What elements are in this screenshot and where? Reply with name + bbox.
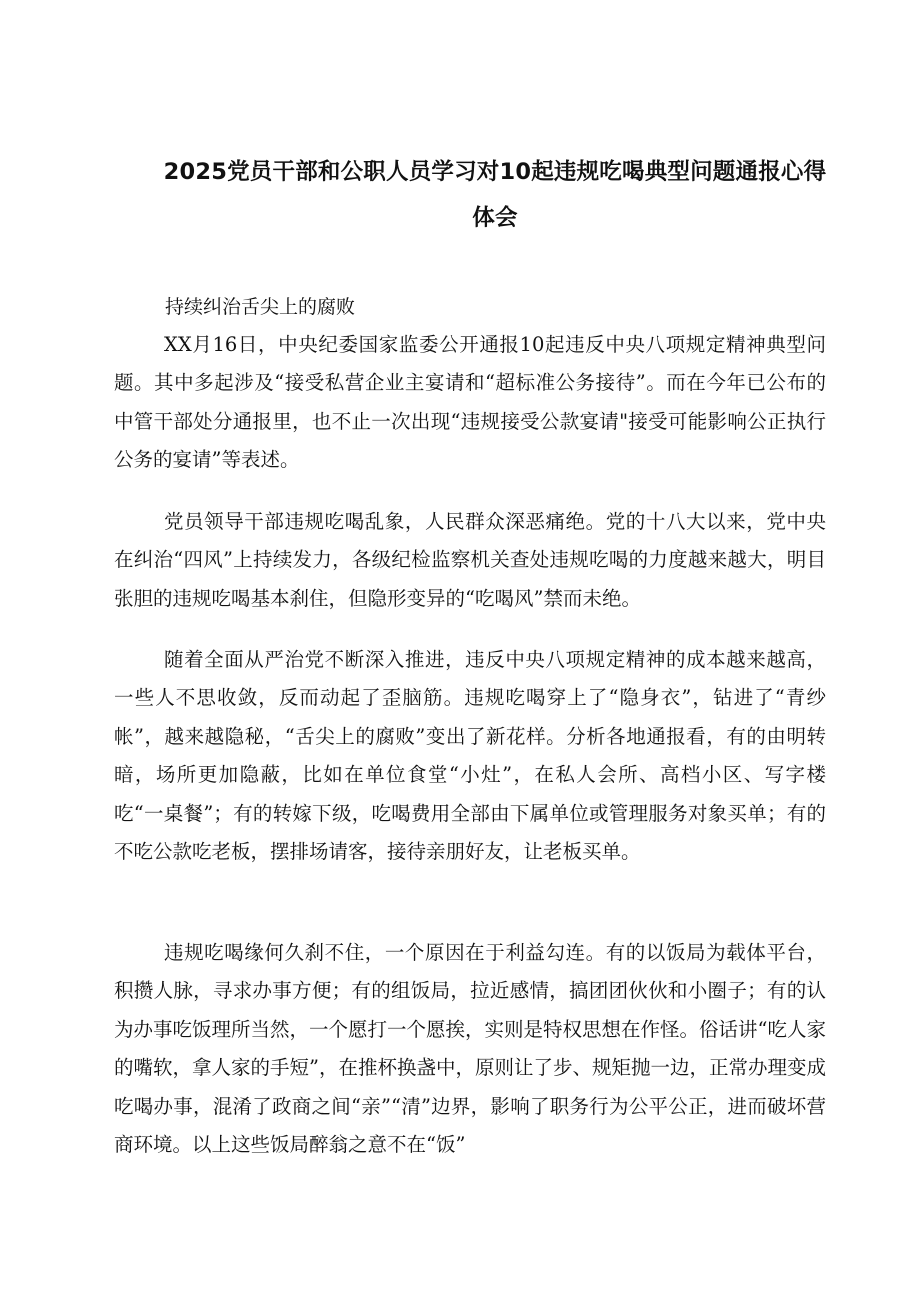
paragraph-4: 违规吃喝缘何久刹不住，一个原因在于利益勾连。有的以饭局为载体平台，积攒人脉，寻求办事方便；有的组饭局，拉近感情，搞团团伙伙和小圈子；有的认为办事吃饭理所当然，一个愿打一个愿挨，实则是特权思想在作怪。俗话讲“吃人家的嘴软，拿人家的手短”，在推杯换盏中，原则让了步、规矩抛一边，正常办理变成吃喝办事，混淆了政商之间“亲”“清”边界，影响了职务行为公平公正，进而破坏营商环境。以上这些饭局醉翁之意不在“饭” [114,941,826,1157]
paragraph-2: 党员领导干部违规吃喝乱象，人民群众深恶痛绝。党的十八大以来，党中央在纠治“四风”上持续发力，各级纪检监察机关查处违规吃喝的力度越来越大，明目张胆的违规吃喝基本刹住，但隐形变异的“吃喝风”禁而未绝。 [114,510,826,610]
paragraph-3: 随着全面从严治党不断深入推进，违反中央八项规定精神的成本越来越高，一些人不思收敛，反而动起了歪脑筋。违规吃喝穿上了“隐身衣”，钻进了“青纱帐”，越来越隐秘，“舌尖上的腐败”变出了新花样。分析各地通报看，有的由明转暗，场所更加隐蔽，比如在单位食堂“小灶”，在私人会所、高档小区、写字楼吃“一桌餐”；有的转嫁下级，吃喝费用全部由下属单位或管理服务对象买单；有的不吃公款吃老板，摆排场请客，接待亲朋好友，让老板买单。 [114,648,826,864]
document-title-line-1: 2025党员干部和公职人员学习对10起违规吃喝典型问题通报心得 [163,159,827,185]
document-subtitle: 持续纠治舌尖上的腐败 [165,296,356,318]
document-title-line-2: 体会 [472,205,518,231]
paragraph-1: XX月16日，中央纪委国家监委公开通报10起违反中央八项规定精神典型问题。其中多起涉及“接受私营企业主宴请和“超标准公务接待”。而在今年已公布的中管干部处分通报里，也不止一次出现“违规接受公款宴请"接受可能影响公正执行公务的宴请”等表述。 [114,333,826,472]
